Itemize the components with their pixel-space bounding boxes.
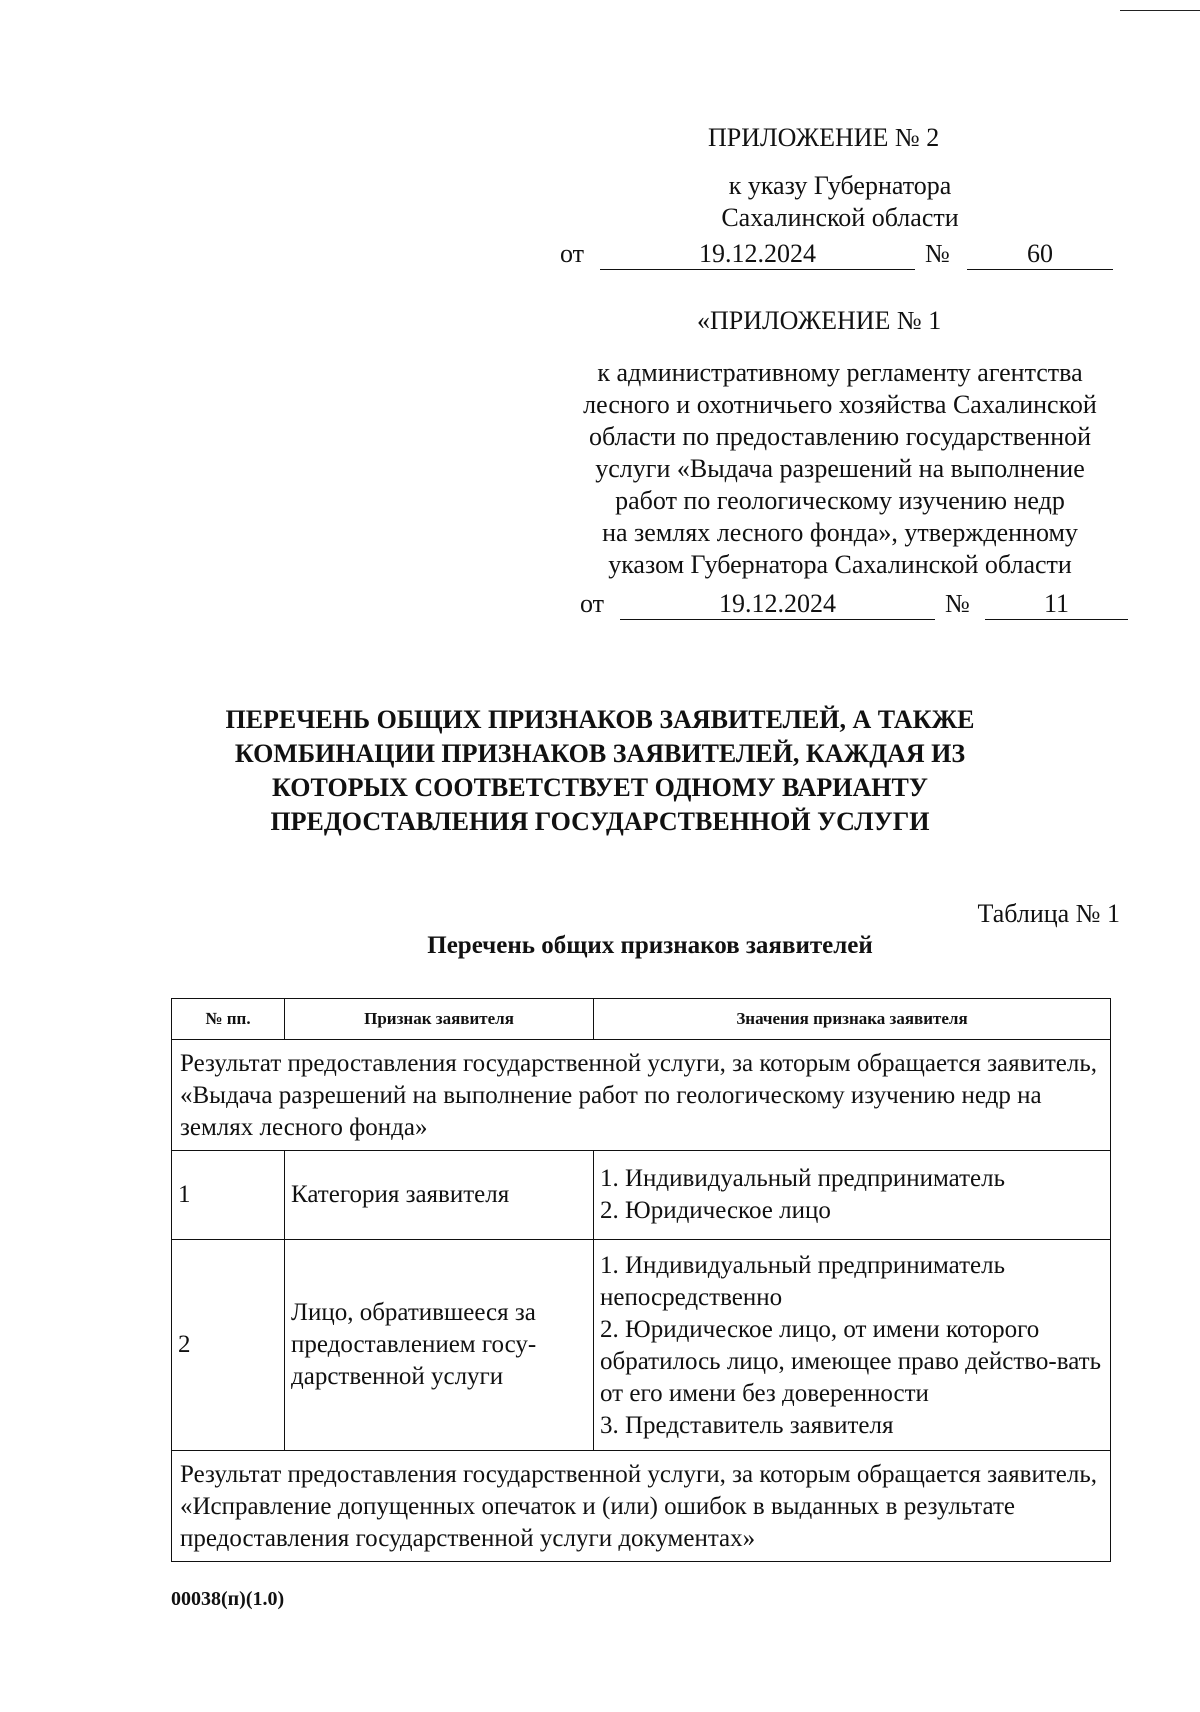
table-caption: Перечень общих признаков заявителей [427,932,873,959]
table-row [172,1240,1111,1451]
section-result-issuance: Результат предоставления государственной услуги, за которым обращается заявитель, «Выдача разрешений на выполнение работ по геологическому изучению недр на землях лесного фонда» [172,1040,1111,1151]
header-criterion: Признак заявителя [285,999,594,1040]
value-item: 2. Юридическое лицо, от имени которого обратилось лицо, имеющее право действо-вать от его имени без доверенности [600,1316,1102,1407]
row-criterion: Категория заявителя [285,1151,594,1240]
appendix2-date: 19.12.2024 [600,238,915,270]
appendix1-from-label: от [580,589,605,618]
document-title-line: КОМБИНАЦИИ ПРИЗНАКОВ ЗАЯВИТЕЛЕЙ, КАЖДАЯ ИЗ [234,739,966,768]
appendix2-reference [690,170,990,234]
appendix2-title: ПРИЛОЖЕНИЕ № 2 [708,123,940,152]
table-number: Таблица № 1 [977,899,1120,928]
appendix1-line: лесного и охотничьего хозяйства Сахалинской [583,390,1097,419]
document-title-line: КОТОРЫХ СООТВЕТСТВУЕТ ОДНОМУ ВАРИАНТУ [272,773,928,802]
appendix1-line: услуги «Выдача разрешений на выполнение [595,454,1085,483]
appendix1-number-label: № [945,589,970,618]
appendix2-number-label: № [925,239,950,268]
value-item: 1. Индивидуальный предприниматель непосредственно [600,1252,1005,1311]
header-number: № пп. [172,999,285,1040]
appendix1-line: на землях лесного фонда», утвержденному [602,518,1078,547]
appendix1-number: 11 [985,588,1128,620]
section-result-correction: Результат предоставления государственной услуги, за которым обращается заявитель, «Исправление допущенных опечаток и (или) ошибок в выданных в результате предоставления государственной услуги документах» [172,1451,1111,1562]
appendix1-title: «ПРИЛОЖЕНИЕ № 1 [697,306,942,335]
criteria-table [171,998,1111,1562]
appendix2-number: 60 [967,238,1113,270]
appendix1-date-line [560,588,1120,622]
document-title [160,703,1040,839]
document-code: 00038(п)(1.0) [171,1588,285,1610]
appendix1-reference [540,357,1140,581]
document-title-line: ПРЕДОСТАВЛЕНИЯ ГОСУДАРСТВЕННОЙ УСЛУГИ [270,807,930,836]
row-values [594,1151,1111,1240]
appendix2-line-1: к указу Губернатора [728,171,952,200]
appendix2-date-line [560,238,1120,272]
value-item: 3. Представитель заявителя [600,1412,894,1439]
top-edge-rule [1120,10,1200,11]
appendix1-date: 19.12.2024 [620,588,935,620]
row-number: 1 [172,1151,285,1240]
table-header-row [172,999,1111,1040]
row-number: 2 [172,1240,285,1451]
document-title-line: ПЕРЕЧЕНЬ ОБЩИХ ПРИЗНАКОВ ЗАЯВИТЕЛЕЙ, А ТАКЖЕ [225,705,975,734]
table-row [172,1151,1111,1240]
appendix1-line: указом Губернатора Сахалинской области [608,550,1072,579]
appendix2-line-2: Сахалинской области [721,203,959,232]
row-values [594,1240,1111,1451]
header-values: Значения признака заявителя [594,999,1111,1040]
row-criterion: Лицо, обратившееся за предоставлением госу-дарственной услуги [285,1240,594,1451]
value-item: 1. Индивидуальный предприниматель [600,1165,1005,1192]
table-section-row [172,1451,1111,1562]
appendix1-line: работ по геологическому изучению недр [615,486,1065,515]
value-item: 2. Юридическое лицо [600,1197,831,1224]
appendix1-line: к административному регламенту агентства [597,358,1083,387]
appendix2-from-label: от [560,239,585,268]
table-section-row [172,1040,1111,1151]
appendix1-line: области по предоставлению государственной [588,422,1092,451]
